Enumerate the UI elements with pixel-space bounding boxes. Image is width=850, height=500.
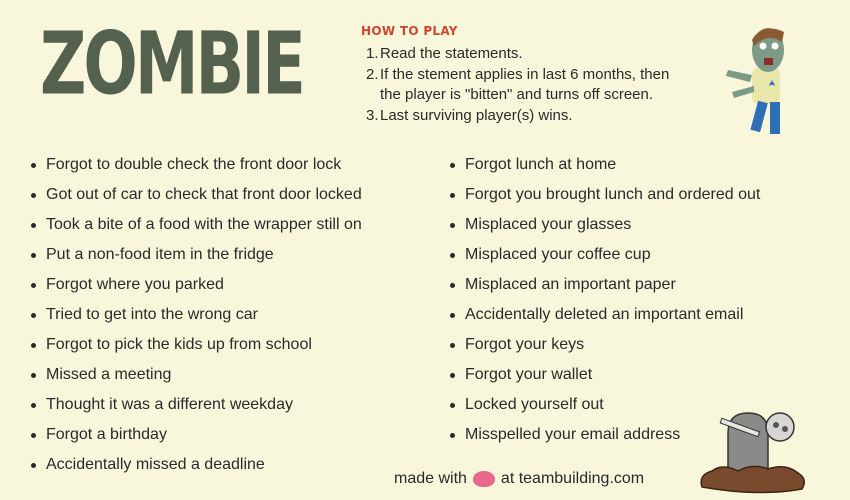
list-item: Locked yourself out xyxy=(465,390,760,420)
how-to-play-heading: HOW TO PLAY xyxy=(361,24,458,38)
bullet-icon xyxy=(31,223,36,228)
zombie-illustration xyxy=(722,20,802,145)
list-item: Forgot to double check the front door lock xyxy=(46,150,362,180)
list-item: Misspelled your email address xyxy=(465,420,760,450)
bullet-icon xyxy=(31,163,36,168)
bullet-icon xyxy=(450,283,455,288)
list-item: Accidentally missed a deadline xyxy=(46,450,362,480)
list-item: Forgot to pick the kids up from school xyxy=(46,330,362,360)
list-item: Put a non-food item in the fridge xyxy=(46,240,362,270)
bullet-icon xyxy=(31,283,36,288)
gravestone-illustration xyxy=(698,405,808,497)
page-title: ZOMBIE xyxy=(40,15,303,116)
list-item: Misplaced an important paper xyxy=(465,270,760,300)
list-item: Forgot your keys xyxy=(465,330,760,360)
bullet-icon xyxy=(31,463,36,468)
bullet-icon xyxy=(31,193,36,198)
list-item: Forgot your wallet xyxy=(465,360,760,390)
instructions-list xyxy=(366,44,669,126)
bullet-icon xyxy=(31,343,36,348)
bullet-icon xyxy=(31,403,36,408)
list-item: Forgot a birthday xyxy=(46,420,362,450)
bullet-icon xyxy=(450,373,455,378)
bullet-icon xyxy=(31,433,36,438)
bullet-icon xyxy=(450,343,455,348)
statements-left-column xyxy=(46,150,362,480)
list-item: Forgot where you parked xyxy=(46,270,362,300)
bullet-icon xyxy=(450,403,455,408)
brain-icon xyxy=(473,471,495,487)
instruction-step: 1. Read the statements. xyxy=(366,45,523,62)
bullet-icon xyxy=(450,253,455,258)
list-item: Missed a meeting xyxy=(46,360,362,390)
list-item: Accidentally deleted an important email xyxy=(465,300,760,330)
bullet-icon xyxy=(450,433,455,438)
list-item: Thought it was a different weekday xyxy=(46,390,362,420)
bullet-icon xyxy=(31,373,36,378)
footer-credit: made with at teambuilding.com xyxy=(394,470,645,487)
bullet-icon xyxy=(450,223,455,228)
footer-link[interactable]: at teambuilding.com xyxy=(500,470,645,487)
bullet-icon xyxy=(31,313,36,318)
instruction-step: 3. Last surviving player(s) wins. xyxy=(366,106,573,124)
bullet-icon xyxy=(450,313,455,318)
list-item: Forgot you brought lunch and ordered out xyxy=(465,180,760,210)
list-item: Misplaced your glasses xyxy=(465,210,760,240)
list-item: Misplaced your coffee cup xyxy=(465,240,760,270)
bullet-icon xyxy=(450,163,455,168)
list-item: Took a bite of a food with the wrapper still on xyxy=(46,210,362,240)
instruction-step-continued: the player is "bitten" and turns off screen. xyxy=(380,86,654,103)
bullet-icon xyxy=(31,253,36,258)
list-item: Got out of car to check that front door locked xyxy=(46,180,362,210)
bullet-icon xyxy=(450,193,455,198)
instruction-step: 2. If the stement applies in last 6 months, then xyxy=(366,65,670,83)
list-item: Forgot lunch at home xyxy=(465,150,760,180)
list-item: Tried to get into the wrong car xyxy=(46,300,362,330)
